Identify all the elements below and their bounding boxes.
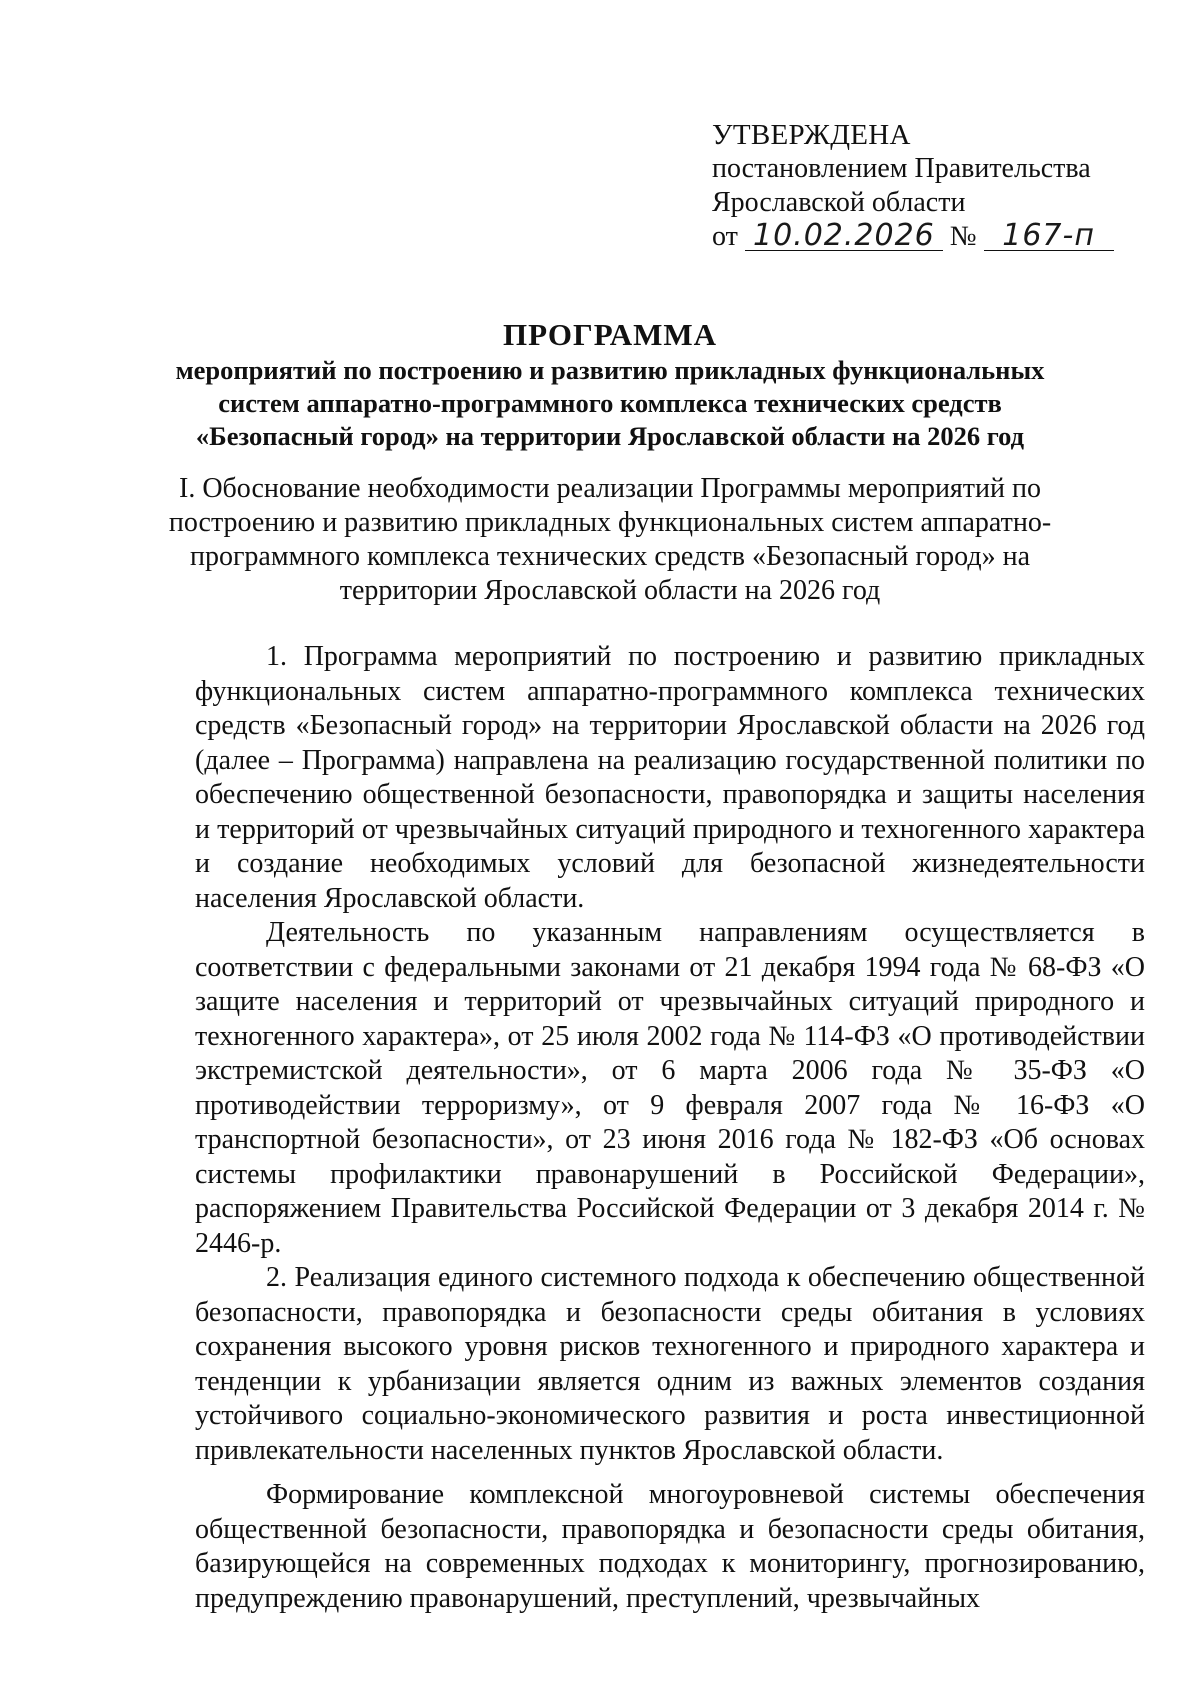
program-title: ПРОГРАММА [503, 317, 717, 352]
approval-date-prefix: от [712, 221, 738, 252]
paragraph-3: 2. Реализация единого системного подхода к обеспечению общественной безопасности, правопорядка и безопасности среды обитания в условиях сохранения высокого уровня рисков техногенного и природного характера и тенденции к урбанизации является одним из важных элементов создания устойчивого социально-экономического развития и роста инвестиционной привлекательности населенных пунктов Ярославской области. [195, 1262, 1145, 1466]
approval-heading: УТВЕРЖДЕНА [712, 119, 911, 151]
approval-line-1: постановлением Правительства [712, 153, 1091, 184]
section-heading: I. Обоснование необходимости реализации Программы мероприятий по построению и развитию прикладных функциональных систем аппаратно-программного комплекса технических средств «Безопасный город» на территории Ярославской области на 2026 год [168, 473, 1052, 606]
program-title-block [150, 316, 1070, 453]
approval-number-handwritten: 167-п [984, 222, 1114, 251]
program-subtitle: мероприятий по построению и развитию прикладных функциональных систем аппаратно-программного комплекса технических средств «Безопасный город» на территории Ярославской области на 2026 год [175, 355, 1045, 451]
approval-line-2: Ярославской области [712, 187, 966, 218]
paragraph-2: Деятельность по указанным направлениям осуществляется в соответствии с федеральными законами от 21 декабря 1994 года № 68-ФЗ «О защите населения и территорий от чрезвычайных ситуаций природного и техногенного характера», от 25 июля 2002 года № 114-ФЗ «О противодействии экстремистской деятельности», от 6 марта 2006 года № 35-ФЗ «О противодействии терроризму», от 9 февраля 2007 года № 16-ФЗ «О транспортной безопасности», от 23 июня 2016 года № 182-ФЗ «Об основах системы профилактики правонарушений в Российской Федерации», распоряжением Правительства Российской Федерации от 3 декабря 2014 г. № 2446-р. [195, 917, 1145, 1259]
paragraph-4: Формирование комплексной многоуровневой системы обеспечения общественной безопасности, правопорядка и безопасности среды обитания, базирующейся на современных подходах к мониторингу, прогнозированию, предупреждению правонарушений, преступлений, чрезвычайных [195, 1479, 1145, 1614]
approval-date-line [712, 220, 1152, 254]
body-text [195, 640, 1145, 1616]
approval-date-handwritten: 10.02.2026 [745, 222, 943, 251]
approval-block [712, 118, 1152, 254]
approval-number-label: № [949, 221, 977, 252]
paragraph-1: 1. Программа мероприятий по построению и развитию прикладных функциональных систем аппаратно-программного комплекса технических средств «Безопасный город» на территории Ярославской области на 2026 год (далее – Программа) направлена на реализацию государственной политики по обеспечению общественной безопасности, правопорядка и защиты населения и территорий от чрезвычайных ситуаций природного и техногенного характера и создание необходимых условий для безопасной жизнедеятельности населения Ярославской области. [195, 641, 1145, 914]
